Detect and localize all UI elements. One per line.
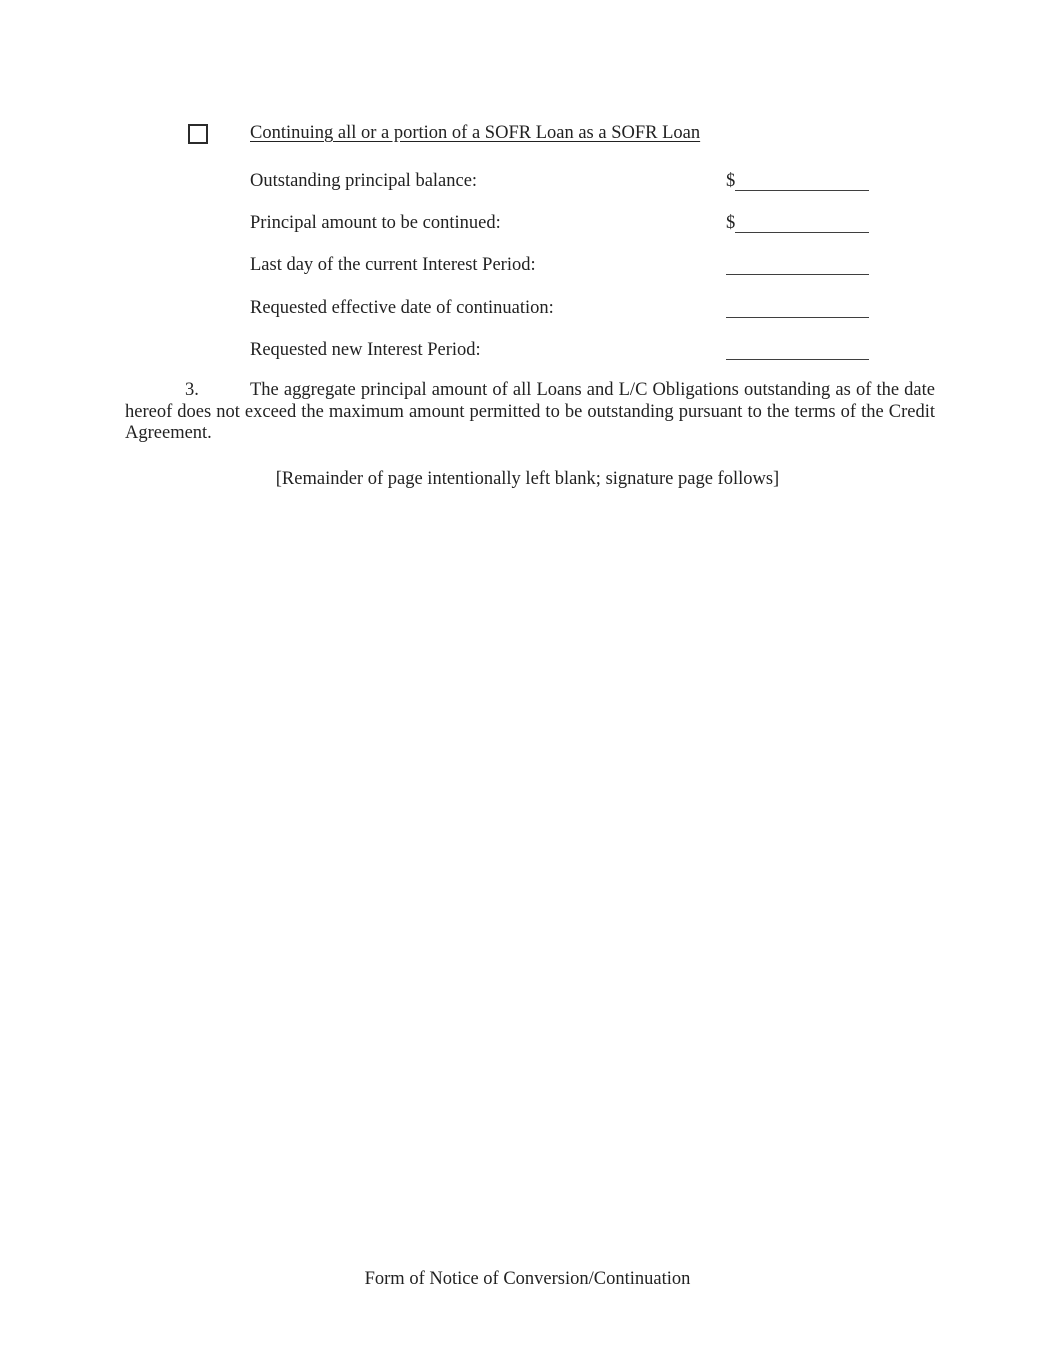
- field-label-outstanding-principal-balance: Outstanding principal balance:: [250, 171, 478, 191]
- paragraph-text: The aggregate principal amount of all Loans and L/C Obligations outstanding as of the date hereof does not exceed the maximum amount permitted to be outstanding pursuant to the terms of the Credit Agreement.: [125, 380, 935, 443]
- field-value-requested-effective-date-of-continuation: [726, 297, 869, 319]
- dollar-sign: $: [726, 213, 736, 233]
- continuation-section-heading: Continuing all or a portion of a SOFR Loan as a SOFR Loan: [250, 123, 701, 143]
- field-value-principal-amount-to-be-continued: [726, 212, 869, 234]
- fill-in-blank-line: [735, 212, 869, 233]
- fill-in-blank-line: [726, 339, 869, 360]
- field-label-requested-new-interest-period: Requested new Interest Period:: [250, 340, 481, 360]
- field-value-outstanding-principal-balance: [726, 170, 869, 192]
- fill-in-blank-line: [726, 254, 869, 275]
- field-label-requested-effective-date-of-continuation: Requested effective date of continuation:: [250, 298, 554, 318]
- paragraph-3: [125, 380, 935, 445]
- field-label-principal-amount-to-be-continued: Principal amount to be continued:: [250, 213, 501, 233]
- dollar-sign: $: [726, 171, 736, 191]
- fill-in-blank-line: [726, 297, 869, 318]
- remainder-of-page-note: [Remainder of page intentionally left blank; signature page follows]: [275, 469, 780, 489]
- field-value-last-day-current-interest-period: [726, 254, 869, 276]
- field-label-last-day-current-interest-period: Last day of the current Interest Period:: [250, 255, 536, 275]
- paragraph-number: 3.: [185, 380, 199, 400]
- field-value-requested-new-interest-period: [726, 339, 869, 361]
- fill-in-blank-line: [735, 170, 869, 191]
- document-footer-title: Form of Notice of Conversion/Continuation: [364, 1269, 691, 1289]
- continuation-checkbox: [188, 124, 208, 144]
